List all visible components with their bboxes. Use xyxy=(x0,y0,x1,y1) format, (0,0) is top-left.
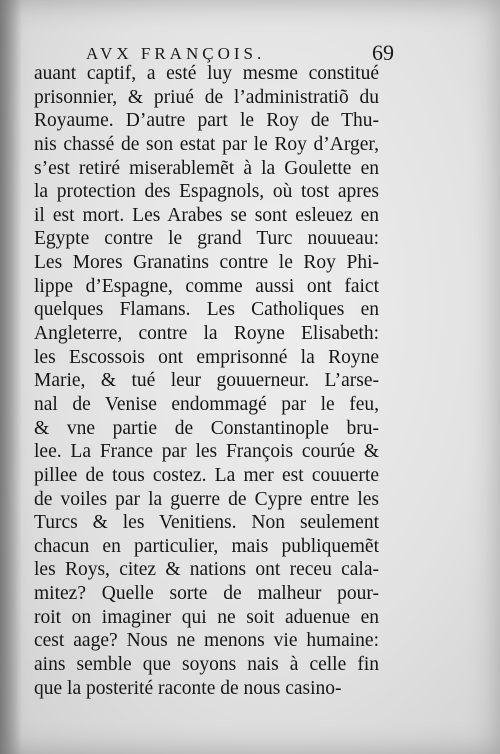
text-line: roit on imaginer qui ne soit aduenue en xyxy=(34,606,379,628)
text-line: Les Mores Granatins contre le Roy Phi- xyxy=(34,252,379,274)
gutter-shadow xyxy=(0,0,22,754)
text-line: Turcs & les Venitiens. Non seulement xyxy=(34,512,379,534)
running-head: AVX FRANÇOIS. xyxy=(86,44,266,63)
page-number: 69 xyxy=(372,40,394,65)
text-line: il est mort. Les Arabes se sont esleuez en xyxy=(34,204,379,226)
text-line: lee. La France par les François courúe & xyxy=(34,441,379,463)
text-line: s’est retiré miserablemẽt à la Goulette en xyxy=(34,157,379,179)
text-line: mitez? Quelle sorte de malheur pour- xyxy=(34,583,379,605)
text-line: de voiles par la guerre de Cypre entre les xyxy=(34,488,379,510)
text-line: lippe d’Espagne, comme aussi ont faict xyxy=(34,275,379,297)
text-line: les Roys, citez & nations ont receu cala- xyxy=(34,559,379,581)
text-line: pillee de tous costez. La mer est couuerte xyxy=(34,464,379,486)
text-line: prisonnier, & priué de l’administratiõ du xyxy=(34,86,379,108)
text-line: ains semble que soyons nais à celle fin xyxy=(34,654,379,676)
text-line: la protection des Espagnols, où tost apres xyxy=(34,181,379,203)
text-line: chacun en particulier, mais publiquemẽt xyxy=(34,535,379,557)
text-line: nis chassé de son estat par le Roy d’Arger, xyxy=(34,133,379,155)
text-line: auant captif, a esté luy mesme constitué xyxy=(34,63,379,84)
text-line: Royaume. D’autre part le Roy de Thu- xyxy=(34,110,379,132)
text-line: les Escossois ont emprisonné la Royne xyxy=(34,346,379,368)
text-line: nal de Venise endommagé par le feu, xyxy=(34,393,379,415)
text-line: Egypte contre le grand Turc nouueau: xyxy=(34,228,379,250)
text-line: & vne partie de Constantinople bru- xyxy=(34,417,379,439)
text-line: que la posterité raconte de nous casino- xyxy=(34,677,342,699)
text-line: quelques Flamans. Les Catholiques en xyxy=(34,299,379,321)
text-line: Angleterre, contre la Royne Elisabeth: xyxy=(34,323,379,345)
text-line: Marie, & tué leur gouuerneur. L’arse- xyxy=(34,370,379,392)
body-text xyxy=(34,62,379,700)
text-line: cest aage? Nous ne menons vie humaine: xyxy=(34,630,379,652)
